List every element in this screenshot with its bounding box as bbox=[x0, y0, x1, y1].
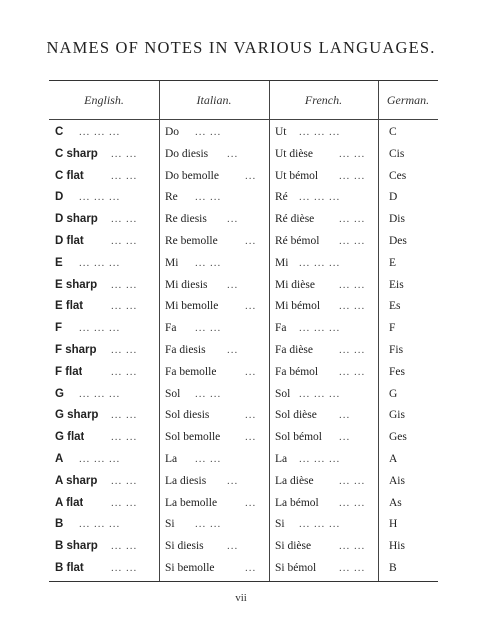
french-name: Mi bémol bbox=[275, 300, 321, 313]
french-name: Ré bémol bbox=[275, 235, 320, 247]
italian-name: Sol bemolle bbox=[165, 431, 221, 444]
french-name: Si bémol bbox=[275, 562, 317, 574]
italian-name: Mi bemolle bbox=[165, 300, 219, 313]
english-name: G flat bbox=[55, 431, 85, 444]
leader-dots: ... ... bbox=[111, 540, 138, 553]
french-name: Mi bbox=[275, 256, 289, 269]
english-name: C flat bbox=[55, 169, 84, 182]
italian-name: Si bbox=[165, 518, 175, 531]
table-row bbox=[49, 361, 438, 383]
german-name: Ges bbox=[389, 431, 407, 444]
leader-dots: ... ... bbox=[111, 344, 138, 356]
table-row bbox=[49, 492, 438, 514]
leader-dots: ... bbox=[227, 278, 239, 291]
italian-name: Do bemolle bbox=[165, 169, 219, 182]
italian-name: Fa diesis bbox=[165, 344, 206, 356]
leader-dots: ... ... bbox=[339, 540, 366, 553]
leader-dots: ... ... ... bbox=[299, 322, 341, 335]
notes-table bbox=[49, 80, 438, 582]
english-name: D flat bbox=[55, 235, 84, 247]
german-name: Ces bbox=[389, 169, 407, 182]
italian-name: La bbox=[165, 453, 178, 465]
leader-dots: ... ... ... bbox=[79, 453, 121, 465]
french-name: La bbox=[275, 453, 288, 465]
table-row bbox=[49, 383, 438, 405]
leader-dots: ... ... bbox=[111, 147, 138, 160]
french-name: Sol dièse bbox=[275, 409, 317, 422]
english-name: F sharp bbox=[55, 344, 97, 356]
leader-dots: ... bbox=[245, 496, 257, 509]
german-name: D bbox=[389, 191, 398, 204]
italian-name: Si bemolle bbox=[165, 562, 215, 574]
french-name: Ré bbox=[275, 191, 288, 204]
table-row bbox=[49, 557, 438, 579]
leader-dots: ... ... bbox=[111, 562, 138, 574]
leader-dots: ... ... ... bbox=[79, 387, 121, 400]
german-name: Eis bbox=[389, 278, 404, 291]
english-name: C sharp bbox=[55, 147, 98, 160]
leader-dots: ... bbox=[245, 562, 257, 574]
leader-dots: ... ... bbox=[111, 169, 138, 182]
table-row bbox=[49, 339, 438, 361]
table-row bbox=[49, 121, 438, 143]
french-name: Mi dièse bbox=[275, 278, 315, 291]
table-row bbox=[49, 426, 438, 448]
page-title: NAMES OF NOTES IN VARIOUS LANGUAGES. bbox=[46, 38, 436, 57]
german-name: B bbox=[389, 562, 397, 574]
header-french: French. bbox=[304, 93, 343, 107]
leader-dots: ... ... bbox=[339, 169, 366, 182]
german-name: C bbox=[389, 126, 397, 138]
italian-name: Do bbox=[165, 126, 180, 138]
german-name: Des bbox=[389, 235, 407, 247]
header-english: English. bbox=[84, 93, 124, 107]
german-name: H bbox=[389, 518, 398, 531]
leader-dots: ... ... ... bbox=[299, 256, 341, 269]
table-row bbox=[49, 513, 438, 535]
leader-dots: ... ... bbox=[111, 409, 138, 422]
table-row bbox=[49, 295, 438, 317]
leader-dots: ... ... bbox=[195, 191, 222, 204]
italian-name: Re diesis bbox=[165, 213, 207, 226]
french-name: Fa dièse bbox=[275, 344, 314, 356]
german-name: As bbox=[389, 496, 402, 509]
leader-dots: ... ... bbox=[339, 147, 366, 160]
page-number: vii bbox=[235, 592, 247, 604]
italian-name: Re bemolle bbox=[165, 235, 218, 247]
italian-name: Sol bbox=[165, 387, 181, 400]
french-name: La bémol bbox=[275, 496, 319, 509]
leader-dots: ... ... bbox=[195, 453, 222, 465]
table-row bbox=[49, 274, 438, 296]
english-name: E flat bbox=[55, 300, 84, 313]
italian-name: La diesis bbox=[165, 474, 207, 487]
french-name: Sol bbox=[275, 387, 291, 400]
german-name: Dis bbox=[389, 213, 405, 226]
leader-dots: ... ... ... bbox=[79, 191, 121, 204]
leader-dots: ... ... bbox=[195, 126, 222, 138]
german-name: G bbox=[389, 387, 398, 400]
leader-dots: ... ... bbox=[339, 213, 366, 226]
leader-dots: ... bbox=[245, 169, 257, 182]
french-name: Fa bémol bbox=[275, 365, 319, 378]
leader-dots: ... ... bbox=[195, 322, 222, 335]
leader-dots: ... ... bbox=[111, 431, 138, 444]
table-row bbox=[49, 448, 438, 470]
french-name: La dièse bbox=[275, 474, 314, 487]
leader-dots: ... bbox=[339, 409, 351, 422]
leader-dots: ... ... bbox=[195, 387, 222, 400]
table-row bbox=[49, 165, 438, 187]
german-name: E bbox=[389, 256, 397, 269]
italian-name: Do diesis bbox=[165, 147, 209, 160]
german-name: Es bbox=[389, 300, 401, 313]
leader-dots: ... bbox=[245, 431, 257, 444]
table-row bbox=[49, 535, 438, 557]
leader-dots: ... ... bbox=[339, 496, 366, 509]
english-name: G bbox=[55, 387, 64, 400]
leader-dots: ... bbox=[227, 540, 239, 553]
french-name: Ré dièse bbox=[275, 213, 315, 226]
table-row bbox=[49, 404, 438, 426]
leader-dots: ... bbox=[227, 147, 239, 160]
english-name: B flat bbox=[55, 562, 84, 574]
header-divider bbox=[49, 119, 438, 120]
french-name: Ut bbox=[275, 126, 287, 138]
leader-dots: ... ... bbox=[339, 562, 366, 574]
leader-dots: ... ... bbox=[339, 474, 366, 487]
leader-dots: ... ... bbox=[339, 365, 366, 378]
french-name: Sol bémol bbox=[275, 431, 322, 444]
french-name: Si bbox=[275, 518, 285, 531]
italian-name: Si diesis bbox=[165, 540, 204, 553]
leader-dots: ... ... bbox=[339, 278, 366, 291]
leader-dots: ... ... bbox=[111, 474, 138, 487]
french-name: Ut dièse bbox=[275, 147, 314, 160]
german-name: Fis bbox=[389, 344, 404, 356]
leader-dots: ... ... ... bbox=[79, 322, 121, 335]
italian-name: Sol diesis bbox=[165, 409, 210, 422]
leader-dots: ... ... ... bbox=[79, 256, 121, 269]
german-name: Gis bbox=[389, 409, 405, 422]
italian-name: Fa bbox=[165, 322, 177, 335]
table-row bbox=[49, 470, 438, 492]
english-name: B sharp bbox=[55, 540, 98, 553]
leader-dots: ... bbox=[245, 409, 257, 422]
leader-dots: ... bbox=[245, 235, 257, 247]
english-name: D sharp bbox=[55, 213, 98, 226]
table-row bbox=[49, 208, 438, 230]
leader-dots: ... bbox=[227, 213, 239, 226]
german-name: Ais bbox=[389, 474, 405, 487]
header-italian: Italian. bbox=[196, 93, 232, 107]
table-row bbox=[49, 230, 438, 252]
english-name: D bbox=[55, 191, 64, 204]
leader-dots: ... bbox=[227, 344, 239, 356]
italian-name: Mi bbox=[165, 256, 179, 269]
italian-name: Re bbox=[165, 191, 178, 204]
german-name: A bbox=[389, 453, 398, 465]
table-row bbox=[49, 317, 438, 339]
leader-dots: ... bbox=[227, 474, 239, 487]
leader-dots: ... ... ... bbox=[299, 387, 341, 400]
leader-dots: ... ... ... bbox=[299, 126, 341, 138]
english-name: B bbox=[55, 518, 64, 531]
header-german: German. bbox=[386, 93, 430, 107]
english-name: A flat bbox=[55, 496, 84, 509]
table-row bbox=[49, 186, 438, 208]
english-name: F flat bbox=[55, 365, 83, 378]
french-name: Fa bbox=[275, 322, 287, 335]
leader-dots: ... ... bbox=[111, 365, 138, 378]
english-name: C bbox=[55, 126, 64, 138]
leader-dots: ... ... bbox=[339, 300, 366, 313]
french-name: Ut bémol bbox=[275, 169, 319, 182]
french-name: Si dièse bbox=[275, 540, 312, 553]
italian-name: La bemolle bbox=[165, 496, 218, 509]
leader-dots: ... ... bbox=[111, 235, 138, 247]
leader-dots: ... ... bbox=[195, 256, 222, 269]
leader-dots: ... ... ... bbox=[79, 518, 121, 531]
german-name: His bbox=[389, 540, 405, 553]
english-name: A bbox=[55, 453, 64, 465]
leader-dots: ... bbox=[339, 431, 351, 444]
english-name: E sharp bbox=[55, 278, 98, 291]
leader-dots: ... ... bbox=[111, 496, 138, 509]
italian-name: Mi diesis bbox=[165, 278, 208, 291]
leader-dots: ... ... bbox=[111, 278, 138, 291]
german-name: F bbox=[389, 322, 396, 335]
english-name: E bbox=[55, 256, 63, 269]
leader-dots: ... ... ... bbox=[79, 126, 121, 138]
english-name: A sharp bbox=[55, 474, 98, 487]
english-name: F bbox=[55, 322, 63, 335]
german-name: Cis bbox=[389, 147, 405, 160]
leader-dots: ... ... ... bbox=[299, 518, 341, 531]
leader-dots: ... ... ... bbox=[299, 191, 341, 204]
german-name: Fes bbox=[389, 365, 405, 378]
leader-dots: ... ... bbox=[195, 518, 222, 531]
leader-dots: ... bbox=[245, 300, 257, 313]
english-name: G sharp bbox=[55, 409, 99, 422]
leader-dots: ... ... bbox=[339, 344, 366, 356]
leader-dots: ... ... bbox=[339, 235, 366, 247]
leader-dots: ... ... bbox=[111, 300, 138, 313]
table-row bbox=[49, 143, 438, 165]
table-row bbox=[49, 252, 438, 274]
leader-dots: ... ... bbox=[111, 213, 138, 226]
italian-name: Fa bemolle bbox=[165, 365, 217, 378]
leader-dots: ... bbox=[245, 365, 257, 378]
leader-dots: ... ... ... bbox=[299, 453, 341, 465]
